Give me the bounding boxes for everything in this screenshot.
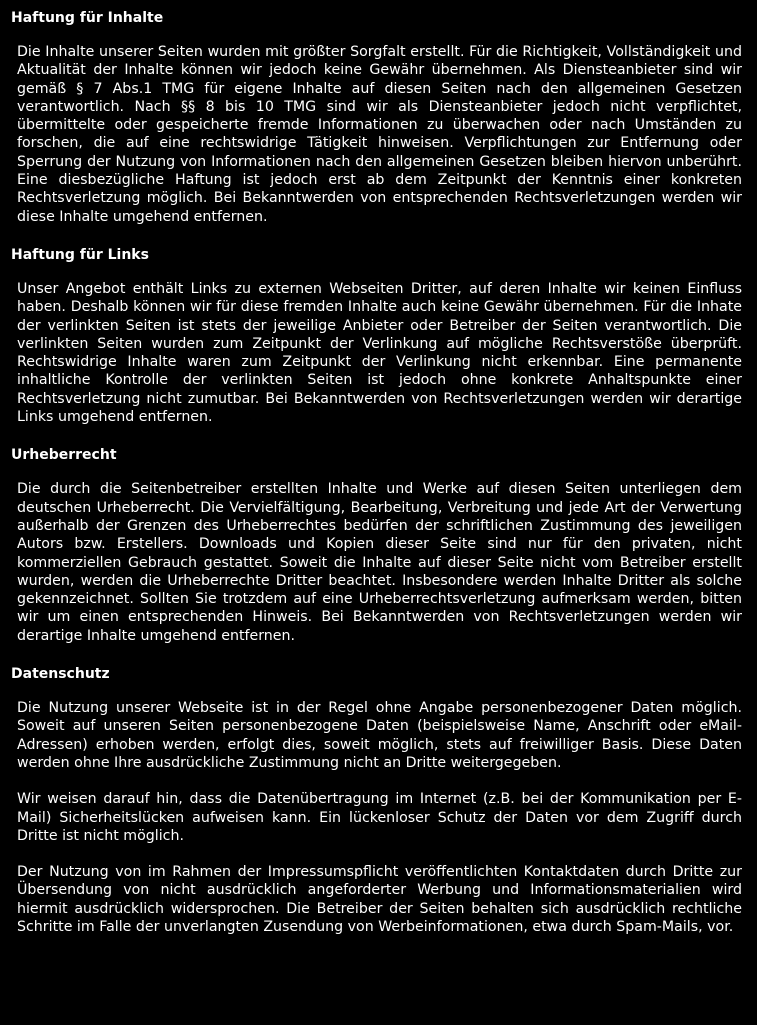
- section-paragraph: Wir weisen darauf hin, dass die Datenübertragung im Internet (z.B. bei der Kommunikation per E-Mail) Sicherheitslücken aufweisen kann. Ein lückenloser Schutz der Daten vor dem Zugriff durch Dritte ist nicht möglich.: [17, 791, 742, 844]
- section-paragraph: Unser Angebot enthält Links zu externen Webseiten Dritter, auf deren Inhalte wir keinen Einfluss haben. Deshalb können wir für diese fremden Inhalte auch keine Gewähr übernehmen. Für die Inhate der verlinkten Seiten ist stets der jeweilige Anbieter oder Betreiber der Seiten verantwortlich. Die verlinkten Seiten wurden zum Zeitpunkt der Verlinkung auf mögliche Rechtsverstöße überprüft. Rechtswidrige Inhalte waren zum Zeitpunkt der Verlinkung nicht erkennbar. Eine permanente inhaltliche Kontrolle der verlinkten Seiten ist jedoch ohne konkrete Anhaltspunkte einer Rechtsverletzung nicht zumutbar. Bei Bekanntwerden von Rechtsverletzungen werden wir derartige Links umgehend entfernen.: [17, 280, 742, 426]
- section-datenschutz: [11, 665, 747, 936]
- section-paragraph: Die durch die Seitenbetreiber erstellten Inhalte und Werke auf diesen Seiten unterliegen dem deutschen Urheberrecht. Die Vervielfältigung, Bearbeitung, Verbreitung und jede Art der Verwertung außerhalb der Grenzen des Urheberrechtes bedürfen der schriftlichen Zustimmung des jeweiligen Autors bzw. Erstellers. Downloads und Kopien dieser Seite sind nur für den privaten, nicht kommerziellen Gebrauch gestattet. Soweit die Inhalte auf dieser Seite nicht vom Betreiber erstellt wurden, werden die Urheberrechte Dritter beachtet. Insbesondere werden Inhalte Dritter als solche gekennzeichnet. Sollten Sie trotzdem auf eine Urheberrechtsverletzung aufmerksam werden, bitten wir um einen entsprechenden Hinweis. Bei Bekanntwerden von Rechtsverletzungen werden wir derartige Inhalte umgehend entfernen.: [17, 481, 742, 644]
- section-title: Haftung für Inhalte: [11, 10, 164, 26]
- section-paragraph: Die Inhalte unserer Seiten wurden mit größter Sorgfalt erstellt. Für die Richtigkeit, Vollständigkeit und Aktualität der Inhalte können wir jedoch keine Gewähr übernehmen. Als Diensteanbieter sind wir gemäß § 7 Abs.1 TMG für eigene Inhalte auf diesen Seiten nach den allgemeinen Gesetzen verantwortlich. Nach §§ 8 bis 10 TMG sind wir als Diensteanbieter jedoch nicht verpflichtet, übermittelte oder gespeicherte fremde Informationen zu überwachen oder nach Umständen zu forschen, die auf eine rechtswidrige Tätigkeit hinweisen. Verpflichtungen zur Entfernung oder Sperrung der Nutzung von Informationen nach den allgemeinen Gesetzen bleiben hiervon unberührt. Eine diesbezügliche Haftung ist jedoch erst ab dem Zeitpunkt der Kenntnis einer konkreten Rechtsverletzung möglich. Bei Bekanntwerden von entsprechenden Rechtsverletzungen werden wir diese Inhalte umgehend entfernen.: [17, 44, 742, 225]
- section-title: Datenschutz: [11, 666, 110, 683]
- section-title: Urheberrecht: [11, 447, 117, 464]
- section-title: Haftung für Links: [11, 246, 149, 263]
- section-haftung-inhalte: [11, 9, 747, 226]
- section-haftung-links: [11, 246, 747, 426]
- section-paragraph: Der Nutzung von im Rahmen der Impressumspflicht veröffentlichten Kontaktdaten durch Dritte zur Übersendung von nicht ausdrücklich angeforderter Werbung und Informationsmaterialien wird hiermit ausdrücklich widersprochen. Die Betreiber der Seiten behalten sich ausdrücklich rechtliche Schritte im Falle der unverlangten Zusendung von Werbeinformationen, etwa durch Spam-Mails, vor.: [17, 864, 742, 935]
- section-paragraph: Die Nutzung unserer Webseite ist in der Regel ohne Angabe personenbezogener Daten möglich. Soweit auf unseren Seiten personenbezogene Daten (beispielsweise Name, Anschrift oder eMail-Adressen) erhoben werden, erfolgt dies, soweit möglich, stets auf freiwilliger Basis. Diese Daten werden ohne Ihre ausdrückliche Zustimmung nicht an Dritte weitergegeben.: [17, 700, 742, 771]
- section-urheberrecht: [11, 446, 747, 645]
